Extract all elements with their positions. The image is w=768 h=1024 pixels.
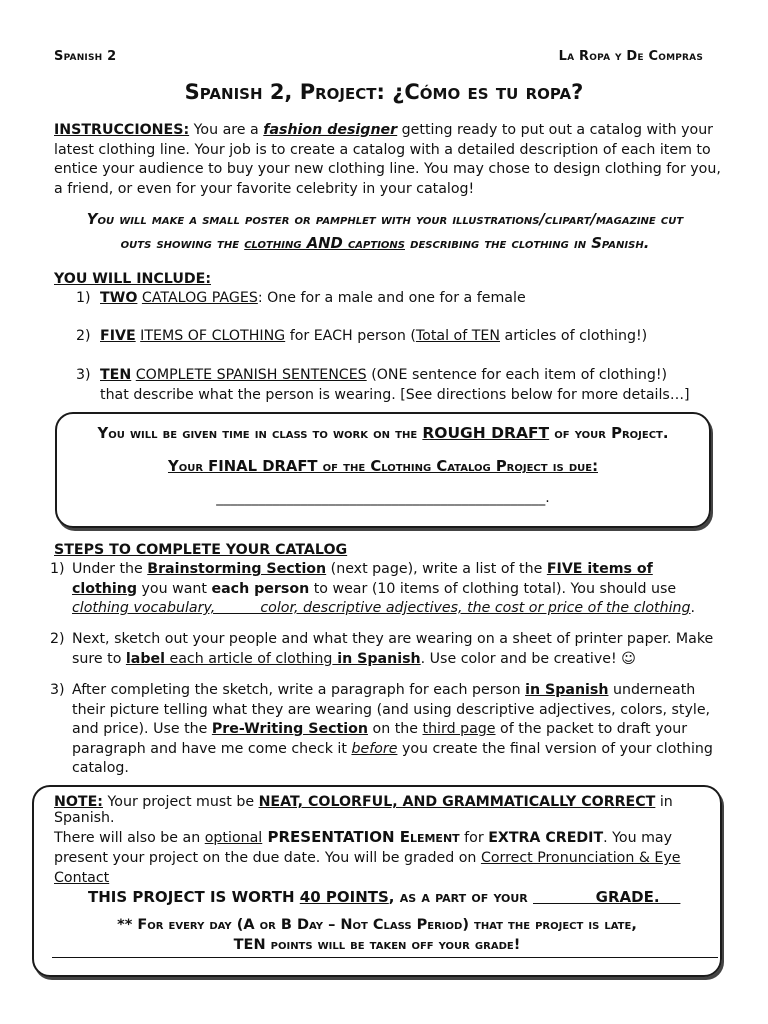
intro-text-2: getting ready to put out a catalog with your latest clothing line. Your job is to create a catalog with a detailed description of each item to entice your audience to buy your new clothing line. You may chose to design clothing for you, a friend, or even for your favorite celebrity in your catalog! — [54, 122, 721, 197]
poster-line-2 — [40, 231, 730, 256]
step-text: (next page), write a list of the — [326, 561, 547, 577]
step-text: . Use color and be creative! ☺ — [420, 650, 636, 667]
step-text: to wear (10 items of clothing total). You should use — [309, 580, 677, 597]
step-text: you want — [137, 580, 212, 597]
item-count: TWO — [100, 290, 138, 306]
step-text: . — [690, 600, 696, 616]
presentation-text: . You may present your project on the due date. You will be graded on — [54, 830, 673, 866]
poster-text-c: describing the clothing in Spanish. — [405, 235, 650, 252]
item-number: 3) — [76, 367, 91, 383]
instructions-paragraph — [54, 121, 724, 199]
rough-draft-text: You will be given time in class to work on the — [97, 425, 423, 442]
late-line-2 — [32, 937, 722, 953]
note-label: NOTE: — [54, 794, 103, 810]
rough-draft-line — [55, 424, 711, 442]
grading-criteria-text: Correct Pronunciation & Eye Contact — [54, 850, 681, 886]
item-subject: ITEMS OF CLOTHING — [140, 328, 286, 344]
label-text: label — [125, 650, 165, 667]
step-number: 1) — [50, 561, 65, 577]
note-line — [54, 794, 714, 826]
header-unit: La Ropa y De Compras — [558, 49, 703, 64]
note-text: Your project must be — [102, 794, 259, 810]
optional-text: optional — [204, 830, 263, 846]
item-detail: (ONE sentence for each item of clothing!) that describe what the person is wearing. [See directions below for more details…] — [100, 367, 690, 403]
rough-draft-text-2: of your Project. — [549, 425, 669, 442]
third-page-text: third page — [422, 721, 496, 737]
note-text-2: in Spanish. — [54, 794, 673, 826]
extra-credit-text: EXTRA CREDIT — [488, 830, 604, 846]
five-items-text: FIVE items of clothing — [72, 561, 653, 597]
steps-heading: STEPS TO COMPLETE YOUR CATALOG — [54, 542, 348, 558]
step-3 — [50, 681, 720, 779]
include-heading: YOU WILL INCLUDE: — [54, 271, 211, 287]
each-person-text: each person — [211, 580, 310, 597]
before-text: before — [351, 740, 398, 757]
element-label: Element — [399, 828, 460, 846]
step-2 — [50, 630, 720, 669]
item-detail: for EACH person ( — [285, 328, 416, 344]
item-count: FIVE — [100, 328, 136, 344]
final-draft-line: Your FINAL DRAFT of the Clothing Catalog Project is due: — [167, 458, 598, 475]
step-text: Under the — [72, 561, 148, 577]
in-spanish-text: in Spanish — [332, 650, 421, 667]
fashion-designer-text: fashion designer — [263, 122, 398, 138]
presentation-paragraph — [54, 827, 722, 888]
step-1 — [50, 560, 720, 619]
brainstorming-section-text: Brainstorming Section — [147, 561, 327, 577]
step-text: of the packet to draft your paragraph and have me come check it — [72, 721, 688, 757]
bottom-rule — [52, 957, 718, 958]
neat-colorful-text: NEAT, COLORFUL, AND GRAMMATICALLY CORRECT — [258, 794, 656, 810]
item-subject: CATALOG PAGES — [141, 290, 258, 306]
step-number: 2) — [50, 631, 65, 647]
item-number: 2) — [76, 328, 91, 344]
item-subject: COMPLETE SPANISH SENTENCES — [135, 367, 367, 383]
poster-text-b: clothing AND captions — [244, 235, 405, 252]
item-count: TEN — [100, 367, 132, 383]
item-detail: : One for a male and one for a female — [257, 290, 526, 306]
vocabulary-text: clothing vocabulary, color, descriptive adjectives, the cost or price of the clothing — [72, 600, 691, 616]
intro-text: You are a — [189, 122, 264, 138]
item-detail-2: articles of clothing!) — [499, 328, 648, 344]
header-course: Spanish 2 — [54, 49, 117, 64]
worth-line — [88, 888, 728, 906]
grade-blank: GRADE. — [533, 888, 681, 906]
page-title: Spanish 2, Project: ¿Cómo es tu ropa? — [184, 80, 584, 104]
rough-draft-label: ROUGH DRAFT — [422, 424, 550, 442]
late-text: points will be taken off your grade! — [265, 937, 521, 953]
step-text: you create the final version of your clothing catalog. — [72, 740, 713, 776]
pre-writing-section-text: Pre-Writing Section — [211, 721, 368, 737]
item-number: 1) — [76, 290, 91, 306]
poster-line-1: You will make a small poster or pamphlet with your illustrations/clipart/magazine cut — [86, 211, 684, 228]
late-line-1: ** For every day (A or B Day – Not Class Period) that the project is late, — [117, 917, 637, 933]
instructions-label: INSTRUCCIONES: — [54, 122, 190, 138]
item-total: Total of TEN — [415, 328, 500, 344]
each-article-text: each article of clothing — [164, 650, 333, 667]
ten-text: TEN — [233, 937, 266, 953]
presentation-label: PRESENTATION — [262, 828, 400, 846]
step-number: 3) — [50, 682, 65, 698]
presentation-text: There will also be an — [54, 830, 205, 846]
step-text: on the — [368, 721, 423, 737]
due-date-blank: _______________________________________________. — [216, 490, 550, 506]
step-text: underneath their picture telling what they are wearing (and using descriptive adjectives, colors, style, and price). Use the — [72, 682, 711, 737]
worth-text-2: , as a part of your — [388, 888, 533, 906]
in-spanish-text: in Spanish — [525, 682, 609, 698]
step-text: Next, sketch out your people and what they are wearing on a sheet of printer paper. Make sure to — [72, 631, 714, 667]
worth-text: THIS PROJECT IS WORTH — [88, 888, 300, 906]
presentation-text: for — [459, 830, 489, 846]
step-text: After completing the sketch, write a paragraph for each person — [72, 682, 526, 698]
poster-text-a: outs showing the — [120, 235, 245, 252]
points-text: 40 POINTS — [299, 888, 389, 906]
